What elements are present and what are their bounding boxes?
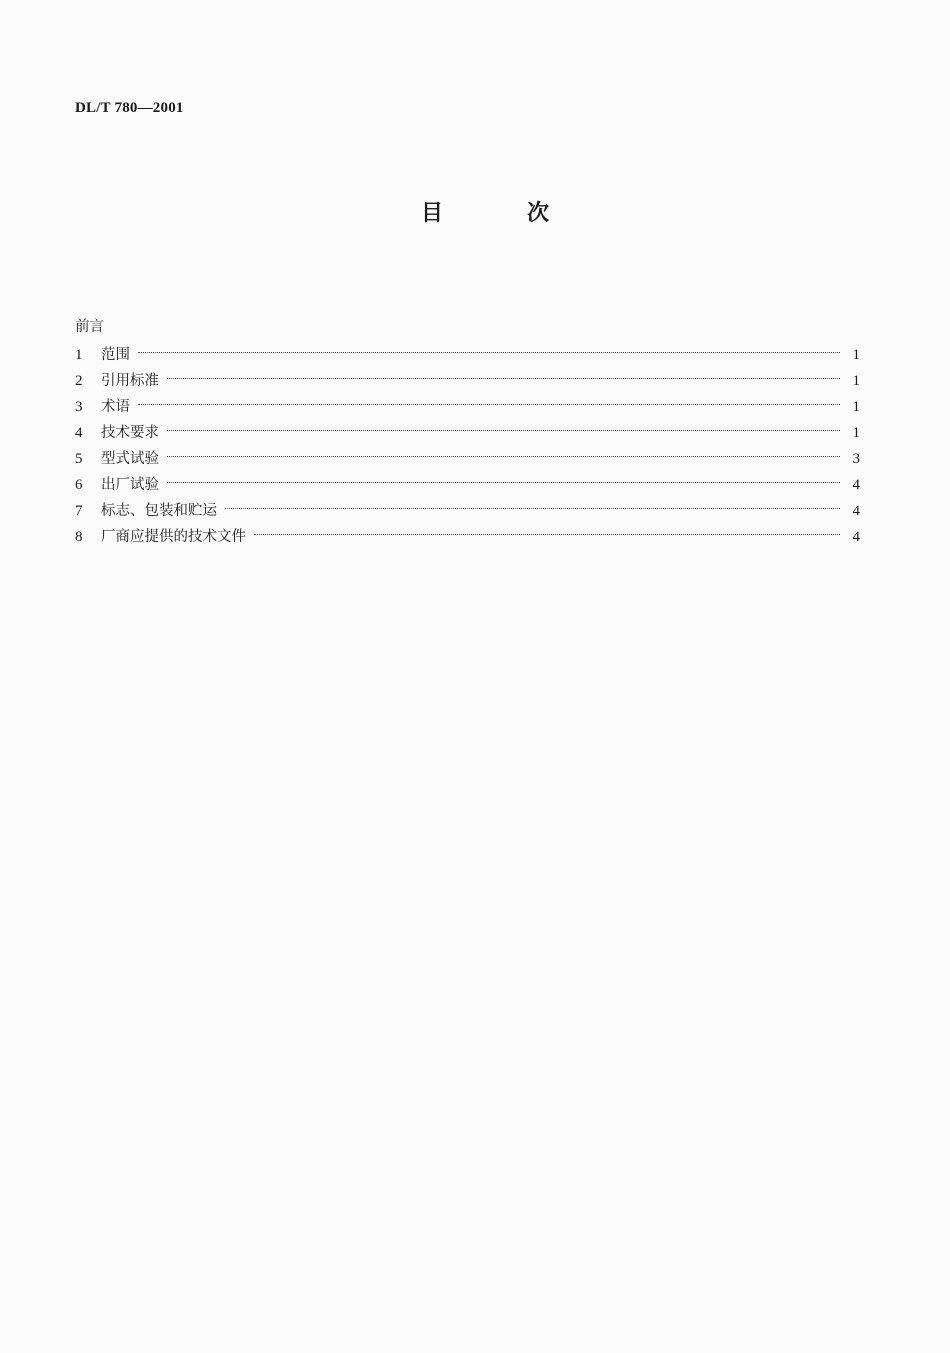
toc-item-number: 7: [75, 503, 83, 519]
toc-item-label: 技术要求: [101, 425, 159, 441]
toc-item-page: 4: [852, 477, 860, 493]
toc-item-routine-test[interactable]: [75, 472, 860, 498]
toc-item-number: 2: [75, 373, 83, 389]
toc-dot-leader: [138, 404, 840, 405]
page-title-part-2: 次: [527, 201, 550, 226]
toc-item-marking-packaging[interactable]: [75, 498, 860, 524]
toc-item-number: 1: [75, 347, 83, 363]
toc-item-referenced-standards[interactable]: [75, 368, 860, 394]
toc-dot-leader: [254, 534, 840, 535]
toc-item-number: 3: [75, 399, 83, 415]
toc-item-number: 8: [75, 529, 83, 545]
table-of-contents: [75, 316, 860, 550]
toc-dot-leader: [167, 482, 840, 483]
toc-item-technical-requirements[interactable]: [75, 420, 860, 446]
toc-item-number: 6: [75, 477, 83, 493]
document-code: DL/T 780—2001: [75, 100, 184, 116]
toc-dot-leader: [167, 378, 840, 379]
toc-item-page: 4: [852, 529, 860, 545]
toc-item-page: 1: [852, 373, 860, 389]
toc-item-label: 范围: [101, 347, 130, 363]
toc-item-label: 术语: [101, 399, 130, 415]
toc-item-page: 1: [852, 347, 860, 363]
toc-item-page: 4: [852, 503, 860, 519]
toc-dot-leader: [167, 430, 840, 431]
toc-item-type-test[interactable]: [75, 446, 860, 472]
toc-item-scope[interactable]: [75, 342, 860, 368]
toc-item-page: 1: [852, 399, 860, 415]
toc-item-label: 出厂试验: [101, 477, 159, 493]
toc-item-label: 标志、包装和贮运: [101, 503, 217, 519]
toc-item-label: 引用标准: [101, 373, 159, 389]
toc-item-manufacturer-documents[interactable]: [75, 524, 860, 550]
toc-item-number: 5: [75, 451, 83, 467]
toc-item-page: 3: [852, 451, 860, 467]
toc-dot-leader: [167, 456, 840, 457]
page-title: [0, 196, 950, 227]
page-title-part-1: 目: [420, 201, 443, 226]
toc-item-terms[interactable]: [75, 394, 860, 420]
toc-item-label: 厂商应提供的技术文件: [101, 529, 246, 545]
toc-dot-leader: [138, 352, 840, 353]
toc-dot-leader: [225, 508, 840, 509]
toc-item-page: 1: [852, 425, 860, 441]
toc-preface[interactable]: 前言: [75, 319, 104, 335]
toc-item-number: 4: [75, 425, 83, 441]
toc-item-label: 型式试验: [101, 451, 159, 467]
